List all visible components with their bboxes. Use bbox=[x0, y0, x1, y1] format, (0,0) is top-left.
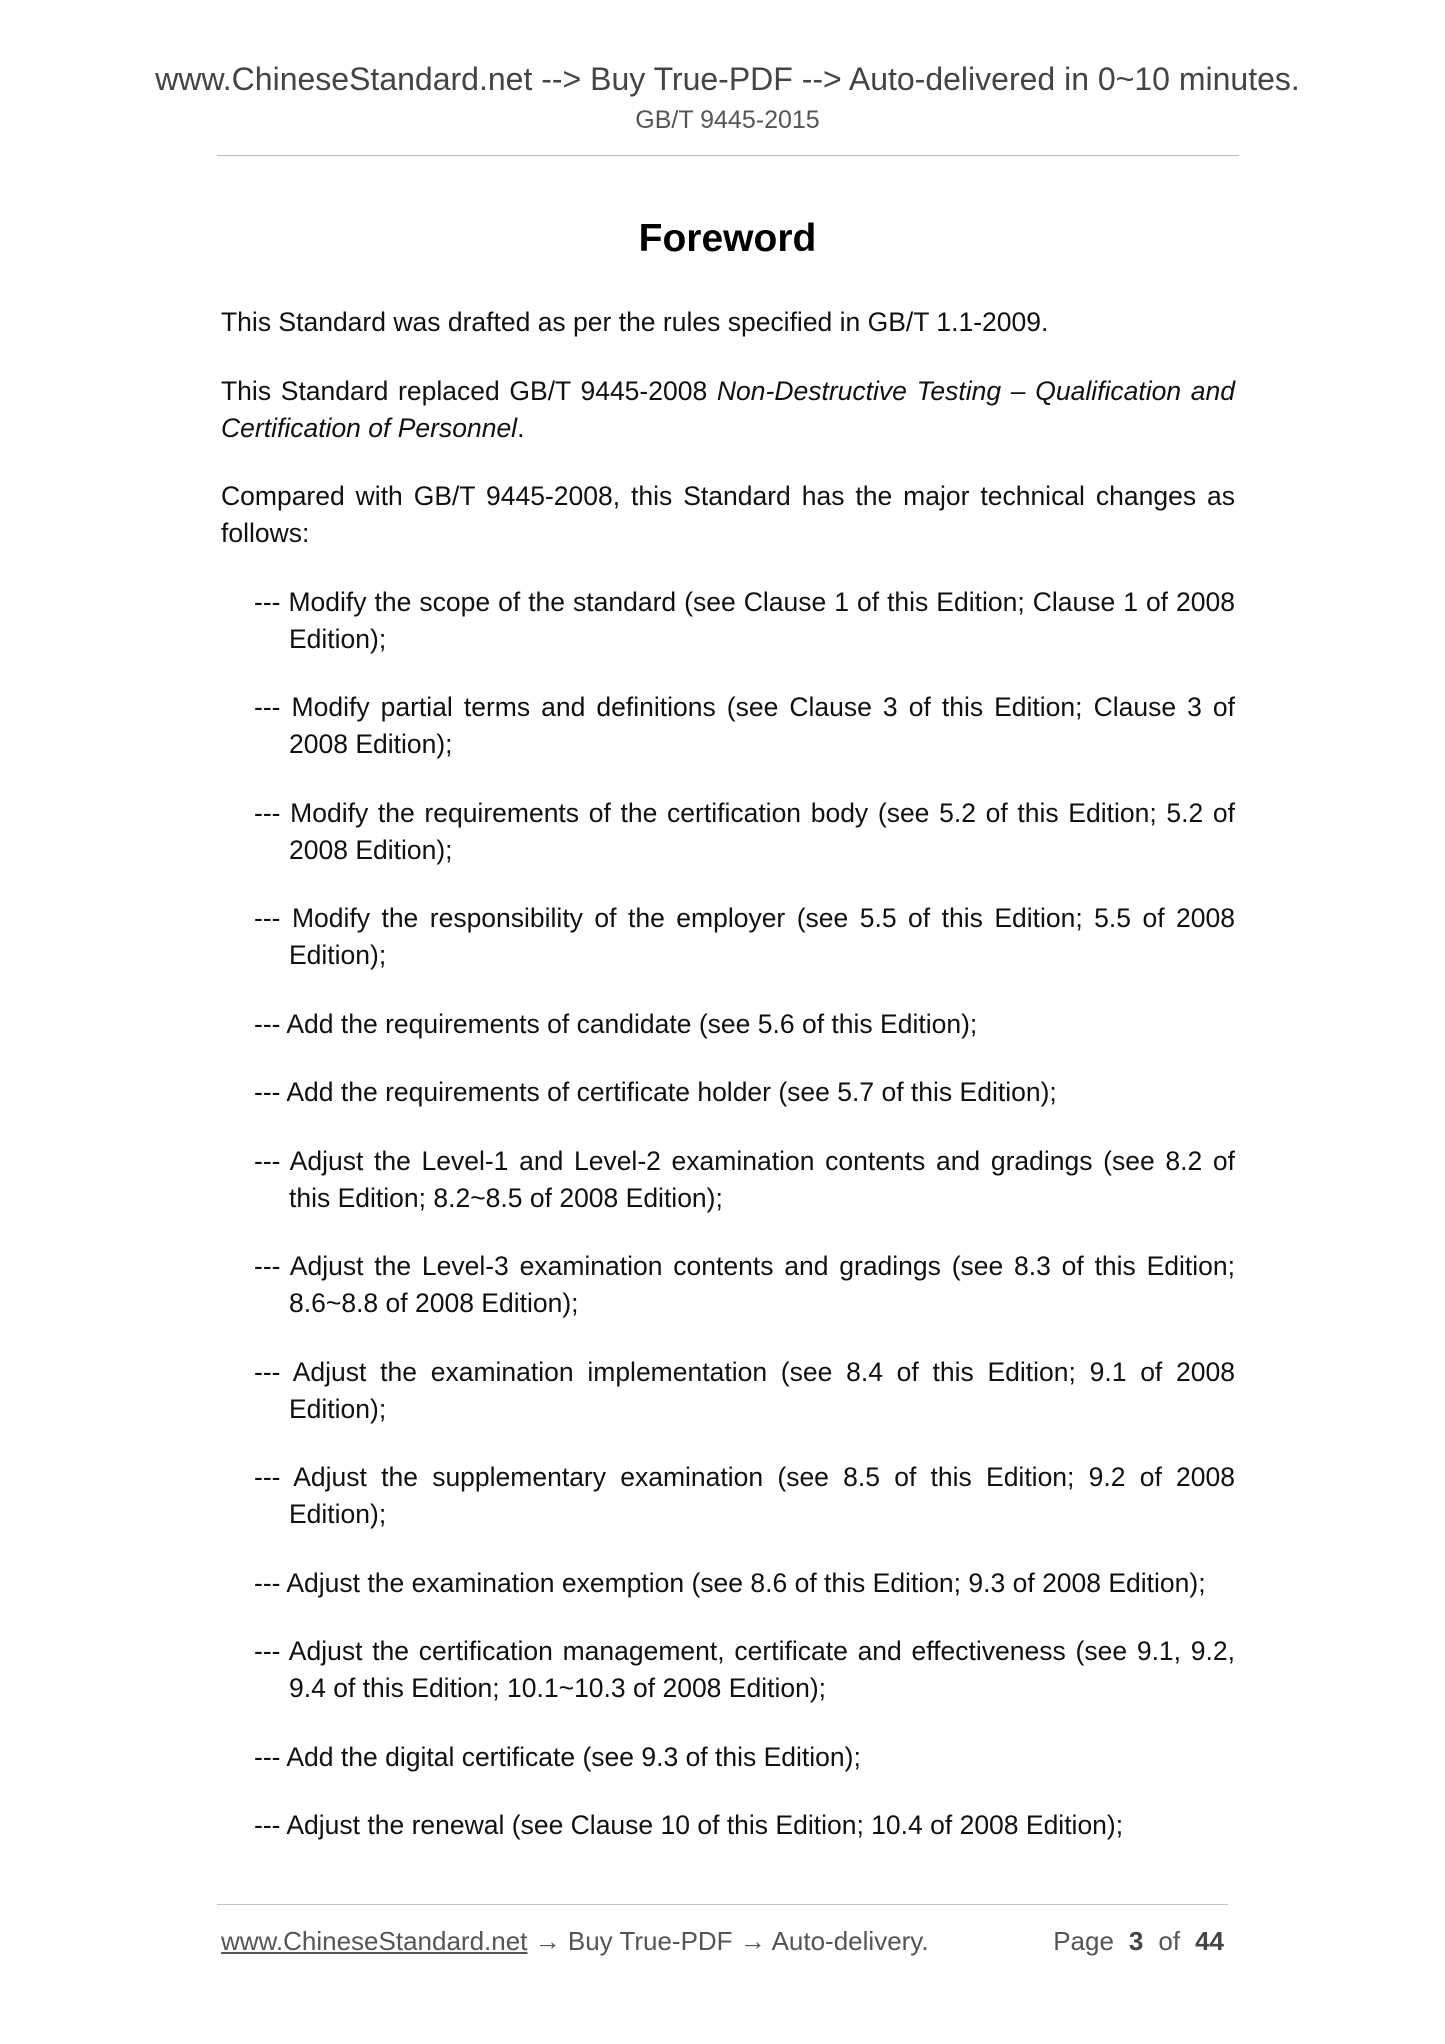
footer-promo bbox=[221, 1924, 929, 1958]
change-item: --- Modify the requirements of the certification body (see 5.2 of this Edition; 5.2 of 2008 Edition); bbox=[254, 797, 1235, 865]
change-item: --- Adjust the Level-3 examination contents and gradings (see 8.3 of this Edition; 8.6~8.8 of 2008 Edition); bbox=[254, 1251, 1235, 1318]
page-label: Page bbox=[1053, 1926, 1114, 1956]
header-divider bbox=[217, 155, 1239, 156]
changes-list bbox=[221, 584, 1235, 1845]
change-item: --- Add the requirements of certificate holder (see 5.7 of this Edition); bbox=[254, 1077, 1057, 1107]
change-item: --- Adjust the certification management, certificate and effectiveness (see 9.1, 9.2, 9.4 of this Edition; 10.1~10.3 of 2008 Edition); bbox=[254, 1636, 1235, 1703]
change-item: --- Modify partial terms and definitions (see Clause 3 of this Edition; Clause 3 of 2008 Edition); bbox=[254, 692, 1235, 759]
change-item: --- Adjust the supplementary examination (see 8.5 of this Edition; 9.2 of 2008 Edition); bbox=[254, 1462, 1235, 1529]
paragraph-replaced bbox=[221, 373, 1235, 447]
footer-divider bbox=[217, 1904, 1228, 1905]
page-indicator bbox=[1053, 1924, 1224, 1958]
change-item: --- Add the requirements of candidate (see 5.6 of this Edition); bbox=[254, 1008, 978, 1039]
change-item: --- Adjust the examination implementation (see 8.4 of this Edition; 9.1 of 2008 Edition); bbox=[254, 1356, 1235, 1424]
paragraph-changes-lead: Compared with GB/T 9445-2008, this Standard has the major technical changes as follows: bbox=[221, 481, 1235, 548]
change-item: --- Adjust the examination exemption (see 8.6 of this Edition; 9.3 of 2008 Edition); bbox=[254, 1567, 1206, 1598]
replaced-standard-title: Non-Destructive Testing – Qualification and Certification of Personnel bbox=[221, 375, 1235, 443]
page-title: Foreword bbox=[638, 217, 817, 260]
change-item: --- Modify the scope of the standard (see Clause 1 of this Edition; Clause 1 of 2008 Edition); bbox=[254, 586, 1235, 654]
change-item: --- Add the digital certificate (see 9.3 of this Edition); bbox=[254, 1741, 861, 1772]
replaced-prefix: This Standard replaced GB/T 9445-2008 bbox=[221, 375, 717, 406]
document-id: GB/T 9445-2015 bbox=[635, 106, 820, 134]
paragraph-drafting: This Standard was drafted as per the rules specified in GB/T 1.1-2009. bbox=[221, 307, 1049, 337]
footer-tagline: → Buy True-PDF → Auto-delivery. bbox=[527, 1926, 929, 1956]
page-of-label: of bbox=[1158, 1926, 1181, 1956]
replaced-suffix: . bbox=[517, 412, 525, 443]
change-item: --- Adjust the renewal (see Clause 10 of this Edition; 10.4 of 2008 Edition); bbox=[254, 1810, 1124, 1840]
page-total: 44 bbox=[1195, 1926, 1224, 1956]
change-item: --- Adjust the Level-1 and Level-2 examination contents and gradings (see 8.2 of this Edition; 8.2~8.5 of 2008 Edition); bbox=[254, 1145, 1235, 1213]
change-item: --- Modify the responsibility of the employer (see 5.5 of this Edition; 5.5 of 2008 Edition); bbox=[254, 903, 1235, 970]
footer-site-link[interactable]: www.ChineseStandard.net bbox=[221, 1926, 528, 1956]
header-banner: www.ChineseStandard.net --> Buy True-PDF --> Auto-delivered in 0~10 minutes. bbox=[155, 61, 1300, 97]
foreword-body bbox=[221, 304, 1235, 1876]
page-number: 3 bbox=[1128, 1926, 1144, 1956]
